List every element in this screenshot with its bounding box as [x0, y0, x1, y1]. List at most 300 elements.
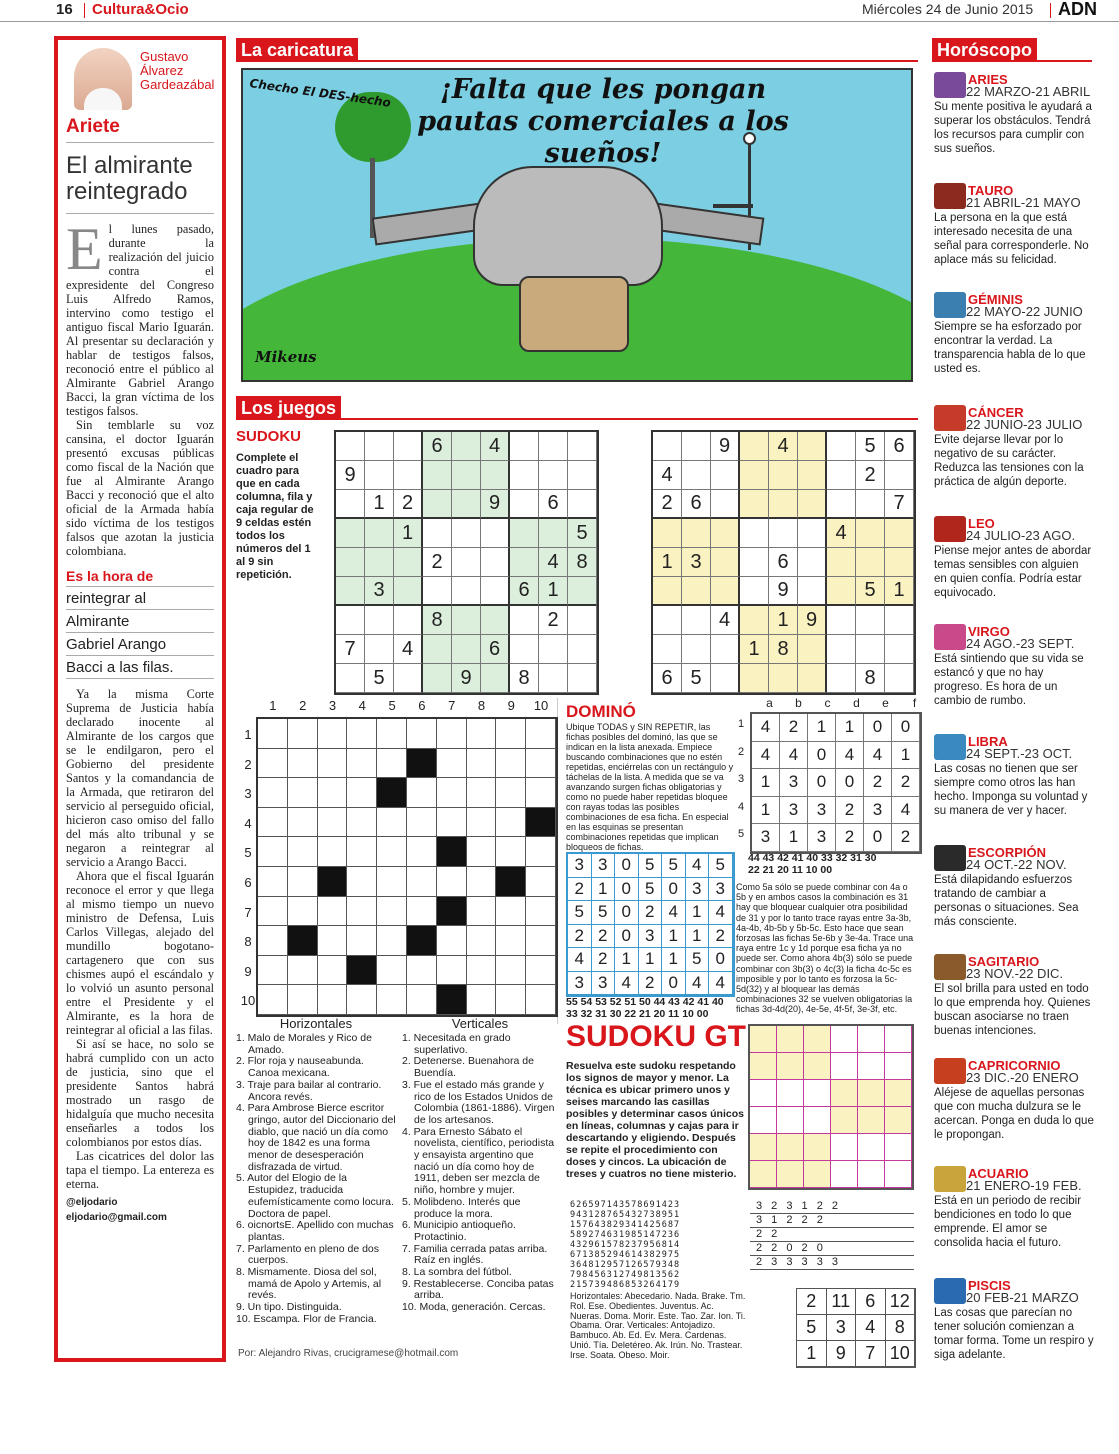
- sudoku-cell: [452, 577, 481, 606]
- crossword-cell[interactable]: [318, 926, 348, 956]
- section-name: Cultura&Ocio: [92, 1, 189, 18]
- header-divider: [84, 3, 85, 18]
- sudoku-cell: [827, 606, 856, 635]
- sudoku-cell: 5: [568, 519, 597, 548]
- sudoku-cell: [452, 490, 481, 519]
- crossword-cell[interactable]: [347, 719, 377, 749]
- sudoku-gt-cell[interactable]: [777, 1053, 804, 1080]
- sudoku-gt-cell[interactable]: [858, 1161, 885, 1188]
- sudoku-cell: [481, 548, 510, 577]
- crossword-cell[interactable]: [496, 897, 526, 927]
- domino-cell: 3: [864, 797, 892, 825]
- crossword-cell[interactable]: [526, 837, 556, 867]
- sudoku-gt-cell[interactable]: [804, 1134, 831, 1161]
- sudoku-gt-cell[interactable]: [750, 1080, 777, 1107]
- crossword-cell[interactable]: [467, 926, 497, 956]
- sudoku-cell: 6: [682, 490, 711, 519]
- zodiac-cncer-icon: [934, 405, 966, 431]
- sudoku-cell: [568, 577, 597, 606]
- sudoku-cell: [394, 548, 423, 577]
- crossword-cell[interactable]: [288, 749, 318, 779]
- domino-cell: 3: [752, 824, 780, 852]
- sudoku-gt-cell[interactable]: [804, 1026, 831, 1053]
- domino-solution-cell: 1: [639, 948, 663, 972]
- sudoku-cell: [827, 432, 856, 461]
- sudoku-cell: [798, 635, 827, 664]
- crossword-cell[interactable]: [407, 956, 437, 986]
- number-cell: 2: [797, 1289, 827, 1315]
- domino-solution-cell: 5: [592, 901, 616, 925]
- crossword-cell[interactable]: [526, 719, 556, 749]
- domino-cell: 1: [752, 797, 780, 825]
- sudoku-cell: [798, 548, 827, 577]
- sudoku-cell: 4: [653, 461, 682, 490]
- crossword-black-cell[interactable]: [407, 749, 437, 779]
- crossword-cell[interactable]: [288, 867, 318, 897]
- sudoku-gt-cell[interactable]: [777, 1026, 804, 1053]
- domino-cell: 3: [808, 824, 836, 852]
- zodiac-virgo-icon: [934, 624, 966, 650]
- crossword-cell[interactable]: [526, 749, 556, 779]
- crossword-cell[interactable]: [258, 897, 288, 927]
- sudoku-gt-cell[interactable]: [831, 1134, 858, 1161]
- domino-solution-cell: 2: [709, 925, 733, 949]
- crossword-cell[interactable]: [467, 749, 497, 779]
- sudoku-cell: [769, 461, 798, 490]
- crossword-cell[interactable]: [258, 749, 288, 779]
- author-name-line: Gustavo: [140, 49, 189, 64]
- crossword-cell[interactable]: [377, 985, 407, 1015]
- crossword-cell[interactable]: [258, 778, 288, 808]
- crossword-cell[interactable]: [347, 778, 377, 808]
- sign-text: Está dilapidando esfuerzos tratando de cambiar a personas o situaciones. Sea más consciente.: [934, 874, 1079, 928]
- clue-vertical: 6. Municipio antioqueño. Protactinio.: [402, 1219, 516, 1243]
- sudoku-gt-cell[interactable]: [885, 1026, 912, 1053]
- crossword-row-number: 7: [244, 904, 252, 920]
- domino-cell: 1: [780, 824, 808, 852]
- sudoku-gt-cell[interactable]: [777, 1080, 804, 1107]
- sudoku-cell: 6: [481, 635, 510, 664]
- crossword-cell[interactable]: [377, 897, 407, 927]
- sudoku-cell: [682, 635, 711, 664]
- sudoku-cell: [827, 490, 856, 519]
- crossword-cell[interactable]: [318, 808, 348, 838]
- crossword-cell[interactable]: [318, 719, 348, 749]
- crossword-col-number: 4: [358, 698, 366, 713]
- crossword-cell[interactable]: [347, 897, 377, 927]
- crossword-cell[interactable]: [526, 897, 556, 927]
- sign-name: CAPRICORNIO: [968, 1058, 1061, 1073]
- zodiac-piscis-icon: [934, 1278, 966, 1304]
- crossword-cell[interactable]: [377, 719, 407, 749]
- number-cell: 6: [856, 1289, 886, 1315]
- sudoku-cell: [510, 548, 539, 577]
- domino-solution-cell: 3: [592, 854, 616, 878]
- cartoon-header: La caricatura: [236, 38, 358, 62]
- crossword-cell[interactable]: [407, 719, 437, 749]
- crossword-row-number: 8: [244, 934, 252, 950]
- sudoku-cell: [827, 664, 856, 693]
- page-number: 16: [56, 1, 73, 18]
- domino-cell: 1: [892, 742, 920, 770]
- crossword-black-cell[interactable]: [437, 897, 467, 927]
- domino-cell: 2: [836, 824, 864, 852]
- clue-vertical: 9. Restablecerse. Conciba patas arriba.: [402, 1277, 554, 1302]
- crossword-row-number: 10: [240, 993, 256, 1009]
- column-title: Ariete: [66, 114, 214, 143]
- crossword-cell[interactable]: [377, 749, 407, 779]
- crossword-cell[interactable]: [288, 985, 318, 1015]
- sudoku-cell: [653, 635, 682, 664]
- crossword-cell[interactable]: [407, 867, 437, 897]
- crossword-cell[interactable]: [377, 867, 407, 897]
- sudoku-cell: [856, 635, 885, 664]
- crossword-cell[interactable]: [288, 808, 318, 838]
- kakuro-row: 3 1 2 2 2: [750, 1214, 914, 1228]
- crossword-column-numbers: [258, 698, 556, 713]
- sudoku-cell: 7: [336, 635, 365, 664]
- crossword-cell[interactable]: [437, 749, 467, 779]
- sudoku-cell: [827, 577, 856, 606]
- crossword-cell[interactable]: [496, 985, 526, 1015]
- pullquote-line: Almirante: [66, 610, 214, 633]
- crossword-cell[interactable]: [496, 749, 526, 779]
- sudoku-cell: 7: [885, 490, 914, 519]
- sudoku-cell: 9: [481, 490, 510, 519]
- crossword-cell[interactable]: [467, 808, 497, 838]
- crossword-black-cell[interactable]: [318, 867, 348, 897]
- sudoku-gt-cell[interactable]: [858, 1026, 885, 1053]
- crossword-black-cell[interactable]: [377, 778, 407, 808]
- sudoku-gt-cell[interactable]: [831, 1026, 858, 1053]
- sudoku-cell: [711, 519, 740, 548]
- sudoku-gt-cell[interactable]: [885, 1053, 912, 1080]
- crossword-cell[interactable]: [347, 867, 377, 897]
- sudoku-cell: [798, 519, 827, 548]
- sudoku-cell: [568, 432, 597, 461]
- crossword-black-cell[interactable]: [407, 926, 437, 956]
- sudoku-gt-cell[interactable]: [831, 1080, 858, 1107]
- crossword-cell[interactable]: [496, 837, 526, 867]
- crossword-cell[interactable]: [288, 778, 318, 808]
- crossword-cell[interactable]: [318, 897, 348, 927]
- sudoku-gt-instructions: Resuelva este sudoku respetando los signos de mayor y menor. La técnica es ubicar primero unos y seises marcando las casillas posibles y determinar casos únicos en líneas, columnas y cajas para ir descartando y eligiendo. Después se repite el procedimiento con doses y cincos. La ubicación de treses y cuatros no tiene misterio.: [566, 1060, 744, 1180]
- domino-solution-list: [566, 996, 724, 1020]
- sudoku-cell: [740, 519, 769, 548]
- domino-solution-cell: 2: [639, 972, 663, 996]
- sign-dates: 24 AGO.-23 SEPT.: [966, 636, 1075, 651]
- crossword-cell[interactable]: [407, 778, 437, 808]
- domino-cell: 2: [780, 714, 808, 742]
- sudoku-cell: [740, 432, 769, 461]
- crossword-black-cell[interactable]: [437, 837, 467, 867]
- crossword-cell[interactable]: [526, 985, 556, 1015]
- domino-cell: 3: [780, 769, 808, 797]
- domino-cell: 3: [808, 797, 836, 825]
- crossword-cell[interactable]: [288, 837, 318, 867]
- sudoku-cell: [394, 577, 423, 606]
- solution-row: 157643829341425687: [570, 1220, 681, 1230]
- crossword-black-cell[interactable]: [347, 956, 377, 986]
- clue-horizontal: 6. oicnortsE. Apellido con muchas plantas.: [236, 1219, 394, 1243]
- sudoku-gt-cell[interactable]: [777, 1134, 804, 1161]
- crossword-cell[interactable]: [437, 719, 467, 749]
- crossword-cell[interactable]: [258, 956, 288, 986]
- domino-row-number: 4: [738, 800, 745, 813]
- sign-text: Aléjese de aquellas personas que con mucha dulzura se le acercan. Ponga en duda lo que le propongan.: [934, 1087, 1094, 1141]
- sudoku-gt-cell[interactable]: [831, 1161, 858, 1188]
- sign-dates: 24 SEPT.-23 OCT.: [966, 746, 1073, 761]
- domino-solution-cell: 5: [639, 878, 663, 902]
- sign-dates: 21 ABRIL-21 MAYO: [966, 195, 1081, 210]
- crossword-black-cell[interactable]: [437, 985, 467, 1015]
- clue-horizontal: 10. Escampa. Flor de Francia.: [236, 1312, 377, 1325]
- sudoku-gt-cell[interactable]: [804, 1053, 831, 1080]
- sudoku-cell: [568, 461, 597, 490]
- crossword-cell[interactable]: [377, 837, 407, 867]
- number-cell: 10: [886, 1341, 916, 1367]
- domino-cell: 4: [752, 714, 780, 742]
- author-email[interactable]: eljodario@gmail.com: [66, 1212, 167, 1223]
- domino-solution-cell: 4: [568, 948, 592, 972]
- domino-cell: 3: [780, 797, 808, 825]
- crossword-col-number: 3: [328, 698, 337, 713]
- crossword-cell[interactable]: [318, 778, 348, 808]
- crossword-cell[interactable]: [258, 926, 288, 956]
- crossword-cell[interactable]: [496, 956, 526, 986]
- crossword-row-number: 5: [244, 845, 252, 861]
- sudoku-cell: [740, 490, 769, 519]
- domino-list-line: 55 54 53 52 51 50 44 43 42 41 40: [566, 996, 724, 1008]
- crossword-cell[interactable]: [318, 837, 348, 867]
- crossword-credit: Por: Alejandro Rivas, crucigramese@hotmail.com: [238, 1348, 459, 1359]
- sudoku-cell: [682, 461, 711, 490]
- domino-solution-cell: 4: [686, 972, 710, 996]
- clues-vertical-title: Verticales: [451, 1016, 509, 1031]
- domino-solution-cell: 4: [662, 901, 686, 925]
- clue-vertical: 4. Para Ernesto Sábato el novelista, científico, periodista y ensayista argentino que nació un día como hoy de 1911, deben ser mezcla de niño, hombre y mujer.: [402, 1125, 555, 1197]
- sudoku-cell: [394, 664, 423, 693]
- crossword-cell[interactable]: [288, 719, 318, 749]
- crossword-cell[interactable]: [318, 956, 348, 986]
- crossword-cell[interactable]: [496, 926, 526, 956]
- sudoku-gt-cell[interactable]: [750, 1161, 777, 1188]
- domino-list-line: 44 43 42 41 40 33 32 31 30: [748, 852, 877, 864]
- crossword-cell[interactable]: [258, 867, 288, 897]
- sign-dates: 22 JUNIO-23 JULIO: [966, 417, 1083, 432]
- crossword-cell[interactable]: [467, 719, 497, 749]
- sudoku-gt-cell[interactable]: [750, 1134, 777, 1161]
- crossword-col-number: 6: [418, 698, 426, 713]
- crossword-cell[interactable]: [377, 926, 407, 956]
- games-header-rule: [236, 418, 918, 420]
- domino-cell: 4: [892, 797, 920, 825]
- clue-horizontal: 9. Un tipo. Distinguida.: [236, 1301, 342, 1314]
- crossword-cell[interactable]: [496, 808, 526, 838]
- crossword-grid: [256, 717, 558, 1017]
- crossword-cell[interactable]: [467, 778, 497, 808]
- sudoku-gt-cell[interactable]: [858, 1080, 885, 1107]
- domino-solution-cell: 0: [662, 972, 686, 996]
- sudoku-gt-cell[interactable]: [858, 1107, 885, 1134]
- domino-col-letter: b: [795, 696, 802, 710]
- number-cell: 12: [886, 1289, 916, 1315]
- sign-text: Las cosas que parecían no tener solución comienzan a tomar forma. Tome un respiro y siga adelante.: [934, 1307, 1094, 1361]
- crossword-cell[interactable]: [258, 985, 288, 1015]
- domino-col-letter: a: [766, 696, 773, 710]
- sign-name: CÁNCER: [968, 405, 1024, 420]
- crossword-cell[interactable]: [347, 837, 377, 867]
- sudoku-gt-cell[interactable]: [777, 1161, 804, 1188]
- crossword-black-cell[interactable]: [288, 926, 318, 956]
- crossword-cell[interactable]: [407, 808, 437, 838]
- author-box: [66, 44, 214, 114]
- domino-solution-cell: 2: [592, 925, 616, 949]
- crossword-cell[interactable]: [467, 867, 497, 897]
- domino-cell: 0: [864, 824, 892, 852]
- sudoku-cell: [481, 519, 510, 548]
- crossword-cell[interactable]: [318, 749, 348, 779]
- sudoku-gt-cell[interactable]: [750, 1107, 777, 1134]
- crossword-cell[interactable]: [377, 808, 407, 838]
- crossword-cell[interactable]: [467, 837, 497, 867]
- sudoku-gt-cell[interactable]: [858, 1053, 885, 1080]
- crossword-cell[interactable]: [318, 985, 348, 1015]
- domino-cell: 1: [836, 714, 864, 742]
- paragraph: Ahora que el fiscal Iguarán reconoce el error y que llega al mismo tiempo un nuevo ministro de Defensa, Luis Carlos Villegas, alejado del mundillo bogotano-cartagenero que con sus chismes aupó el escándalo y lo volvió un asunto personal entre el Presidente y el Almirante, es la hora de reintegrar al oficial a las filas.: [66, 869, 214, 1037]
- crossword-cell[interactable]: [467, 985, 497, 1015]
- sudoku-cell: 6: [885, 432, 914, 461]
- crossword-cell[interactable]: [407, 985, 437, 1015]
- author-name-line: Álvarez: [140, 63, 184, 78]
- sudoku-gt-cell[interactable]: [885, 1107, 912, 1134]
- crossword-row-number: 4: [244, 815, 252, 831]
- sudoku-gt-cell[interactable]: [750, 1026, 777, 1053]
- clues-horizontal-title: Horizontales: [279, 1016, 353, 1031]
- sign-dates: 22 MARZO-21 ABRIL: [966, 84, 1091, 99]
- sudoku-gt-cell[interactable]: [804, 1107, 831, 1134]
- sign-text: Está sintiendo que su vida se estancó y que no hay progreso. Es hora de un cambio de rumbo.: [934, 653, 1084, 707]
- crossword-cell[interactable]: [407, 837, 437, 867]
- sudoku-cell: [336, 548, 365, 577]
- crossword-cell[interactable]: [347, 985, 377, 1015]
- domino-instructions: Ubique TODAS y SIN REPETIR, las fichas posibles del dominó, las que se indican en la lista anexada. Empiece buscando combinaciones que no estén repetidas, enciérrelas con un rectángulo y táchelas de la lista. A medida que se va avanzando surgen fichas obligatorias y como no puede haber repetidas bloquee con rayas todas las posibles combinaciones de esa ficha. En especial en las esquinas se presentan combinaciones repetidas que implican bloqueos de fichas.: [566, 722, 734, 852]
- sudoku-cell: 1: [653, 548, 682, 577]
- author-twitter[interactable]: @eljodario: [66, 1197, 118, 1208]
- domino-solution-cell: 2: [568, 925, 592, 949]
- sudoku-cell: [423, 461, 452, 490]
- domino-solution-cell: 5: [639, 854, 663, 878]
- crossword-cell[interactable]: [258, 808, 288, 838]
- sudoku-gt-cell[interactable]: [885, 1161, 912, 1188]
- domino-solution-cell: 3: [592, 972, 616, 996]
- sudoku-gt-cell[interactable]: [777, 1107, 804, 1134]
- sudoku-gt-cell[interactable]: [750, 1053, 777, 1080]
- cartoon-header-rule: [236, 60, 918, 62]
- sudoku-cell: [510, 432, 539, 461]
- crossword-cell[interactable]: [437, 926, 467, 956]
- domino-solution-cell: 4: [686, 854, 710, 878]
- sudoku-cell: [539, 635, 568, 664]
- sudoku-cell: 4: [711, 606, 740, 635]
- crossword-cell[interactable]: [377, 956, 407, 986]
- domino-cell: 4: [780, 742, 808, 770]
- sudoku-cell: [452, 606, 481, 635]
- sudoku-cell: [510, 461, 539, 490]
- crossword-cell[interactable]: [437, 808, 467, 838]
- crossword-cell[interactable]: [347, 749, 377, 779]
- sudoku-cell: 4: [481, 432, 510, 461]
- crossword-cell[interactable]: [288, 897, 318, 927]
- clue-horizontal: 3. Traje para bailar al contrario. Ancora revés.: [236, 1078, 382, 1103]
- crossword-black-cell[interactable]: [496, 867, 526, 897]
- sudoku-cell: 8: [423, 606, 452, 635]
- crossword-cell[interactable]: [526, 926, 556, 956]
- domino-column-letters: [755, 696, 929, 710]
- sudoku-cell: 8: [856, 664, 885, 693]
- sudoku-gt-cell[interactable]: [858, 1134, 885, 1161]
- sudoku-cell: [423, 519, 452, 548]
- crossword-cell[interactable]: [407, 897, 437, 927]
- crossword-cell[interactable]: [437, 867, 467, 897]
- cartoon-signature-bottom: Mikeus: [255, 348, 317, 366]
- sudoku-gt-cell[interactable]: [804, 1161, 831, 1188]
- sudoku-cell: 4: [827, 519, 856, 548]
- crossword-cell[interactable]: [526, 778, 556, 808]
- number-cell: 4: [856, 1315, 886, 1341]
- sudoku-cell: [568, 635, 597, 664]
- header-divider-right: [1050, 3, 1051, 18]
- sudoku-gt-cell[interactable]: [831, 1053, 858, 1080]
- solution-row: 943128765432738951: [570, 1210, 681, 1220]
- crossword-cell[interactable]: [437, 956, 467, 986]
- crossword-black-cell[interactable]: [526, 808, 556, 838]
- sudoku-gt-cell[interactable]: [804, 1080, 831, 1107]
- domino-solution-cell: 4: [709, 901, 733, 925]
- crossword-cell[interactable]: [347, 808, 377, 838]
- sudoku-gt-cell[interactable]: [885, 1080, 912, 1107]
- crossword-cell[interactable]: [347, 926, 377, 956]
- number-cell: 11: [827, 1289, 857, 1315]
- horoscope-header: Horóscopo: [932, 38, 1037, 62]
- crossword-cell[interactable]: [526, 956, 556, 986]
- sign-text: La persona en la que está interesado necesita de una señal para corresponderle. No aplace más su felicidad.: [934, 212, 1089, 266]
- crossword-cell[interactable]: [496, 778, 526, 808]
- kakuro-row: 2 2 0 2 0: [750, 1242, 914, 1256]
- sudoku-cell: [481, 664, 510, 693]
- sudoku-gt-cell[interactable]: [885, 1134, 912, 1161]
- domino-solution-cell: 0: [615, 925, 639, 949]
- crossword-cell[interactable]: [258, 719, 288, 749]
- sign-dates: 24 OCT.-22 NOV.: [966, 857, 1067, 872]
- number-grid: [796, 1288, 916, 1368]
- crossword-cell[interactable]: [288, 956, 318, 986]
- crossword-cell[interactable]: [496, 719, 526, 749]
- crossword-cell[interactable]: [526, 867, 556, 897]
- crossword-cell[interactable]: [467, 956, 497, 986]
- crossword-cell[interactable]: [467, 897, 497, 927]
- sign-dates: 22 MAYO-22 JUNIO: [966, 304, 1083, 319]
- crossword-cell[interactable]: [258, 837, 288, 867]
- sudoku-cell: [769, 664, 798, 693]
- crossword-col-number: 8: [477, 698, 486, 713]
- opinion-column: [54, 36, 226, 1362]
- sudoku-cell: [394, 461, 423, 490]
- sudoku-gt-cell[interactable]: [831, 1107, 858, 1134]
- sudoku-cell: [336, 490, 365, 519]
- domino-solution-cell: 2: [568, 878, 592, 902]
- crossword-cell[interactable]: [437, 778, 467, 808]
